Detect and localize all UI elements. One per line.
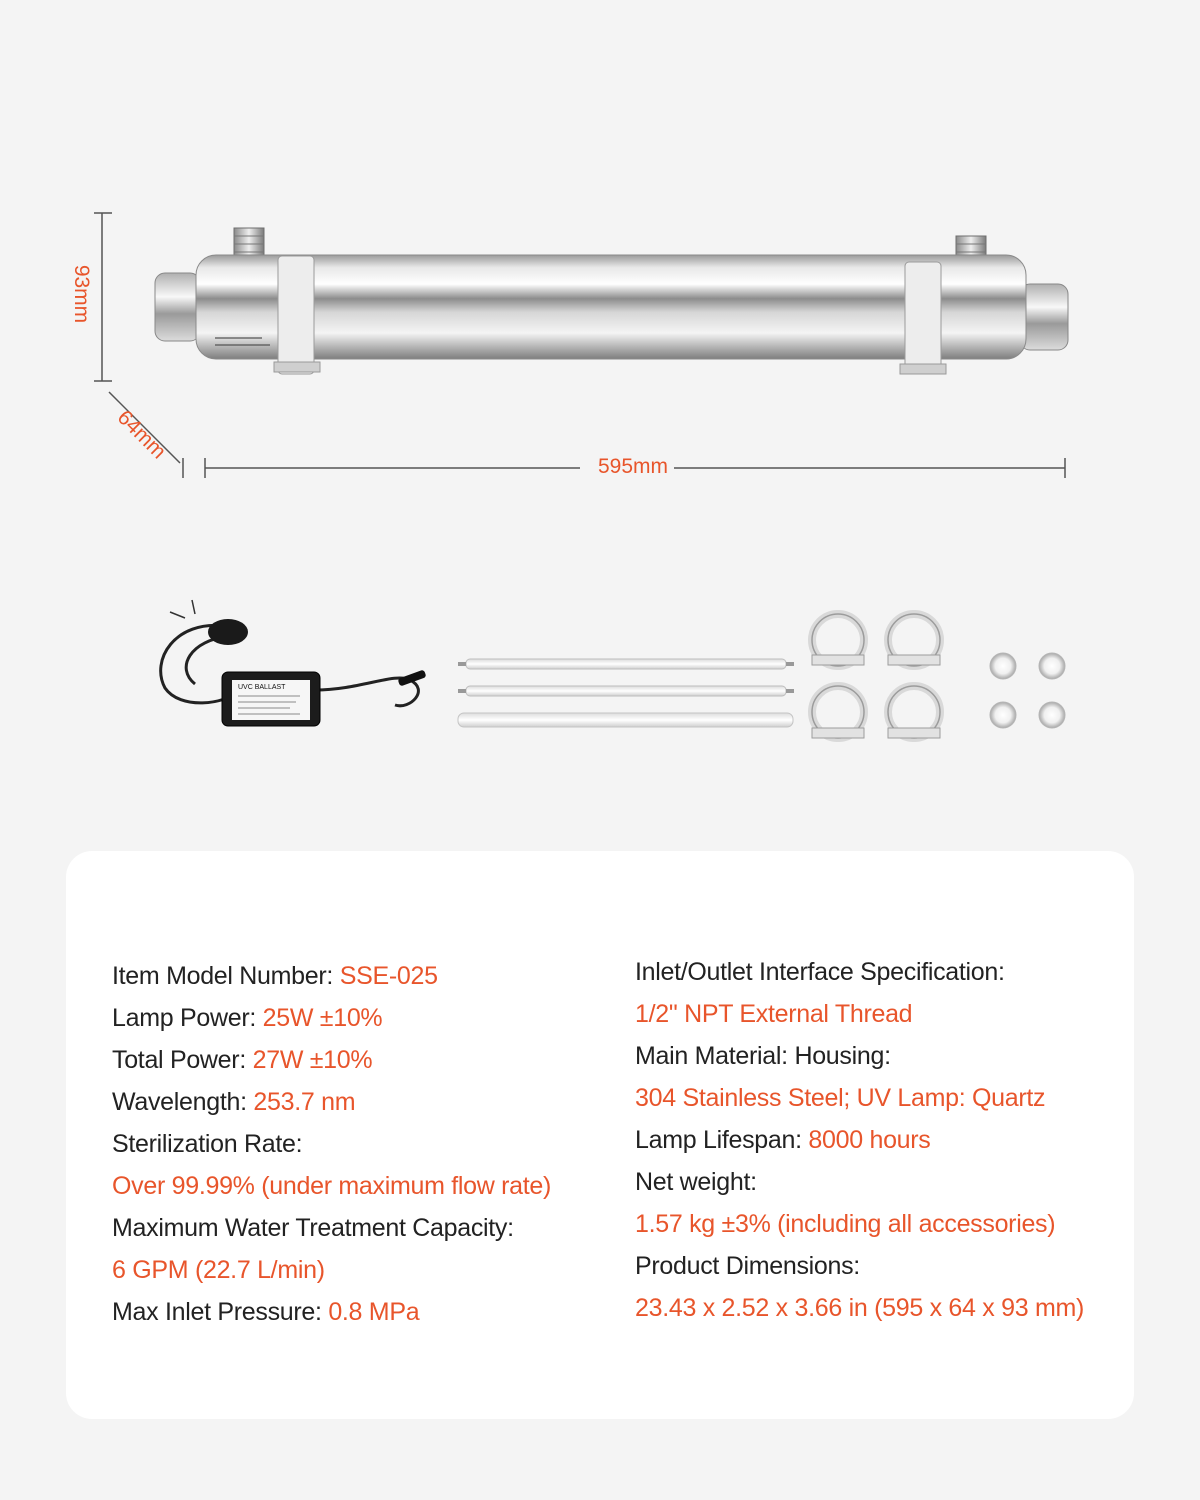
spec-item: [112, 1165, 551, 1207]
spec-item: [112, 1249, 551, 1291]
spec-value: 1/2" NPT External Thread: [635, 1000, 913, 1028]
spec-value: SSE-025: [339, 962, 438, 990]
ballast-label: UVC BALLAST: [238, 684, 286, 691]
spec-label: Product Dimensions:: [635, 1252, 860, 1280]
spec-value: 253.7 nm: [253, 1088, 356, 1116]
spec-item: [635, 993, 1084, 1035]
spec-value: 6 GPM (22.7 L/min): [112, 1256, 325, 1284]
uv-lamp-tubes: [458, 659, 794, 727]
spec-value: 304 Stainless Steel; UV Lamp: Quartz: [635, 1084, 1046, 1112]
spec-label: Lamp Lifespan:: [635, 1126, 809, 1154]
spec-label: Main Material: Housing:: [635, 1042, 891, 1070]
spec-item: [635, 1203, 1084, 1245]
spec-label: Total Power:: [112, 1046, 253, 1074]
spec-value: 1.57 kg ±3% (including all accessories): [635, 1210, 1056, 1238]
spec-item: [635, 1245, 1084, 1287]
spec-label: Net weight:: [635, 1168, 757, 1196]
spec-value: 23.43 x 2.52 x 3.66 in (595 x 64 x 93 mm): [635, 1294, 1085, 1322]
spec-item: [112, 1207, 551, 1249]
uv-sterilizer-chamber: [155, 228, 1068, 374]
spec-item: [112, 1081, 551, 1123]
specifications-card: [66, 851, 1134, 1419]
specs-left-column: [112, 955, 551, 1333]
height-dimension-label: 93mm: [70, 264, 94, 324]
uvc-ballast: [161, 600, 427, 726]
length-dimension-label: 595mm: [592, 455, 674, 479]
spec-label: Inlet/Outlet Interface Specification:: [635, 958, 1005, 986]
spec-item: [635, 951, 1084, 993]
spec-label: Maximum Water Treatment Capacity:: [112, 1214, 514, 1242]
specs-right-column: [635, 951, 1084, 1329]
depth-dimension-label: 64mm: [112, 405, 171, 464]
spec-item: [112, 955, 551, 997]
spec-value: 27W ±10%: [252, 1046, 373, 1074]
o-rings: [990, 653, 1065, 728]
spec-item: [635, 1077, 1084, 1119]
spec-label: Sterilization Rate:: [112, 1130, 303, 1158]
spec-label: Lamp Power:: [112, 1004, 263, 1032]
spec-value: Over 99.99% (under maximum flow rate): [112, 1172, 552, 1200]
spec-item: [635, 1161, 1084, 1203]
spec-label: Wavelength:: [112, 1088, 254, 1116]
spec-value: 8000 hours: [808, 1126, 931, 1154]
spec-value: 25W ±10%: [262, 1004, 383, 1032]
spec-item: [635, 1035, 1084, 1077]
spec-label: Max Inlet Pressure:: [112, 1298, 329, 1326]
spec-item: [112, 1039, 551, 1081]
spec-item: [635, 1287, 1084, 1329]
spec-item: [112, 1291, 551, 1333]
spec-value: 0.8 MPa: [328, 1298, 420, 1326]
pipe-clamps: [812, 614, 940, 738]
spec-item: [112, 997, 551, 1039]
spec-label: Item Model Number:: [112, 962, 340, 990]
spec-item: [112, 1123, 551, 1165]
spec-item: [635, 1119, 1084, 1161]
